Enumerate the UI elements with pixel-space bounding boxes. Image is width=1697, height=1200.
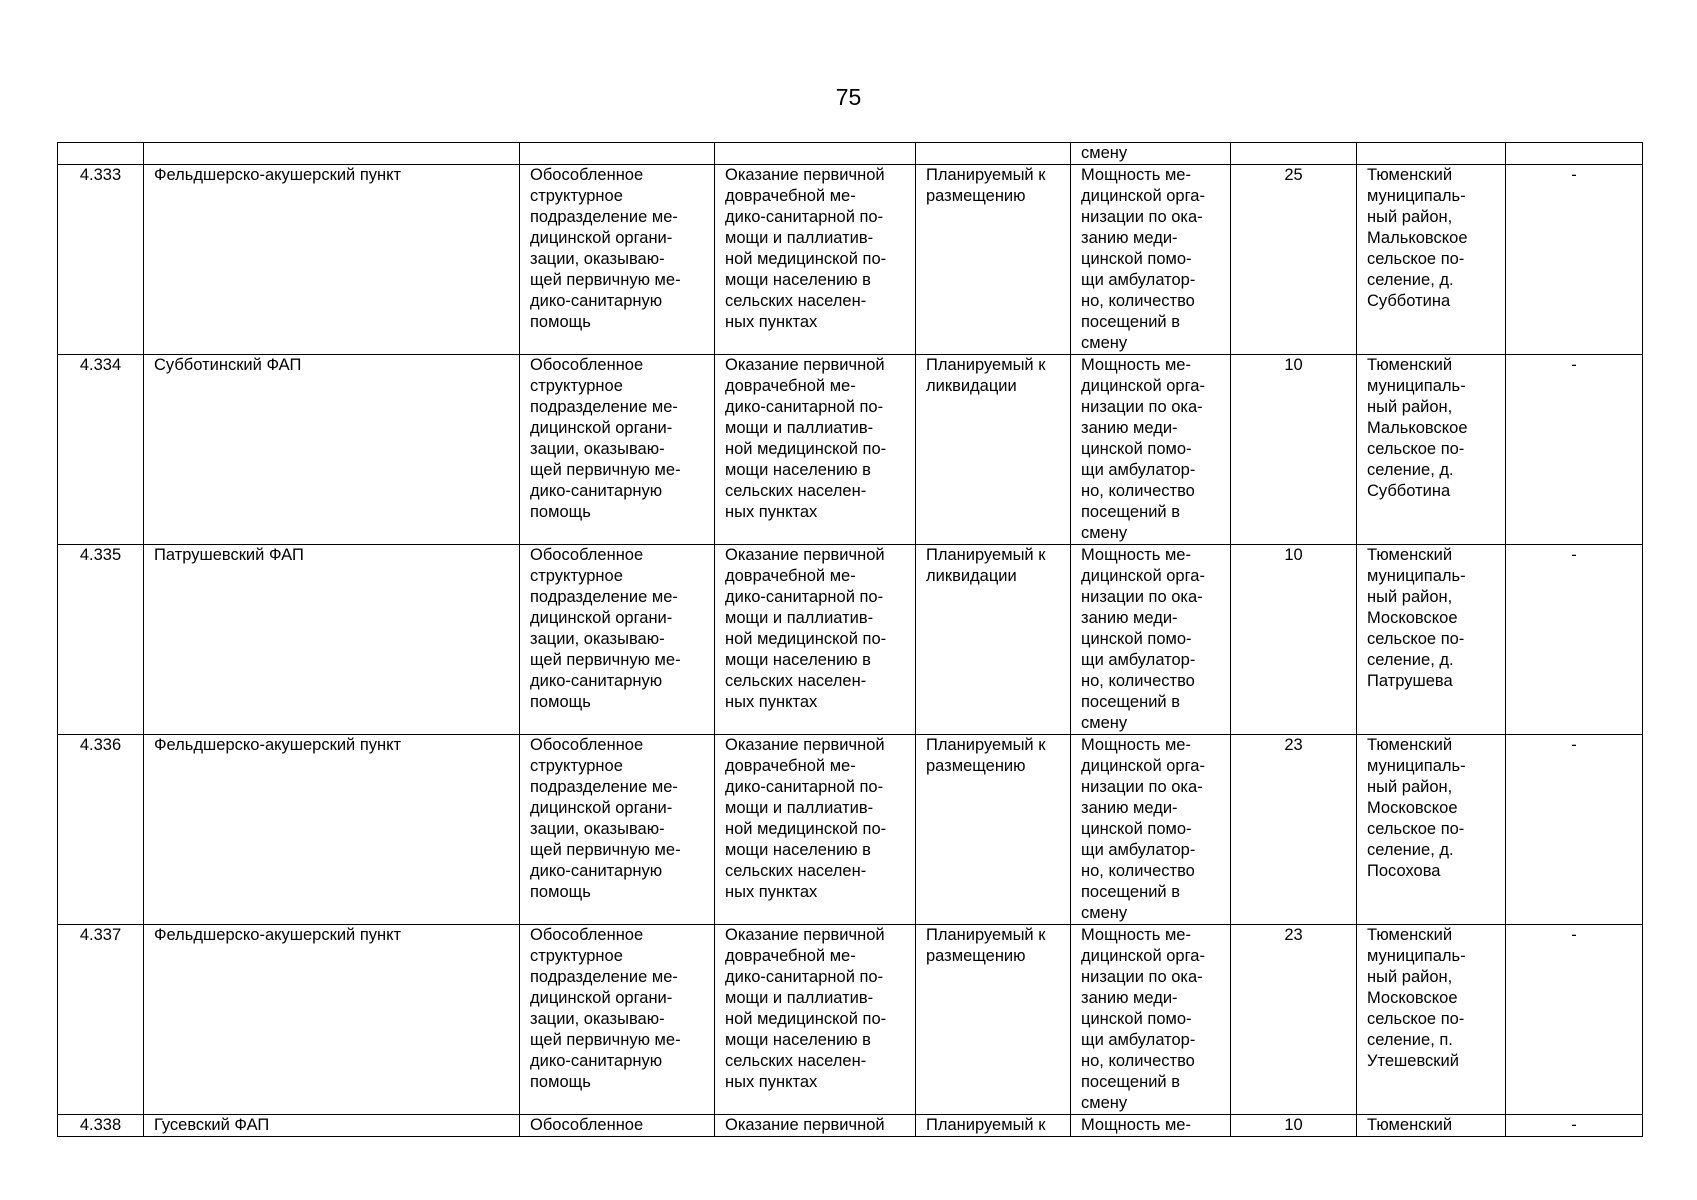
cell-empty bbox=[916, 143, 1071, 165]
cell-name: Субботинский ФАП bbox=[144, 355, 520, 545]
cell-type: Обособленное bbox=[520, 1115, 715, 1137]
cell-empty bbox=[520, 143, 715, 165]
cell-status: Планируемый к размещению bbox=[916, 735, 1071, 925]
cell-capacity-label: Мощность ме- дицинской орга- низации по ока- занию меди- цинской помо- щи амбулатор- но, количество посещений в смену bbox=[1071, 165, 1231, 355]
cell-capacity-label: Мощность ме- дицинской орга- низации по ока- занию меди- цинской помо- щи амбулатор- но, количество посещений в смену bbox=[1071, 545, 1231, 735]
cell-purpose: Оказание первичной доврачебной ме- дико-санитарной по- мощи и паллиатив- ной медицинской по- мощи населению в сельских населен- ных пунктах bbox=[715, 925, 916, 1115]
objects-table bbox=[57, 142, 1643, 1137]
cell-status: Планируемый к bbox=[916, 1115, 1071, 1137]
cell-purpose: Оказание первичной bbox=[715, 1115, 916, 1137]
cell-name: Патрушевский ФАП bbox=[144, 545, 520, 735]
cell-empty bbox=[144, 143, 520, 165]
cell-status: Планируемый к ликвидации bbox=[916, 545, 1071, 735]
cell-number: 4.334 bbox=[58, 355, 144, 545]
cell-extra: - bbox=[1506, 355, 1643, 545]
cell-status: Планируемый к размещению bbox=[916, 925, 1071, 1115]
cell-number: 4.335 bbox=[58, 545, 144, 735]
cell-name: Фельдшерско-акушерский пункт bbox=[144, 735, 520, 925]
cell-capacity-label: Мощность ме- дицинской орга- низации по ока- занию меди- цинской помо- щи амбулатор- но, количество посещений в смену bbox=[1071, 925, 1231, 1115]
page-number: 75 bbox=[835, 84, 862, 110]
table-row bbox=[58, 165, 1643, 355]
cell-type: Обособленное структурное подразделение ме- дицинской органи- зации, оказываю- щей первичную ме- дико-санитарную помощь bbox=[520, 545, 715, 735]
cell-capacity-label: Мощность ме- дицинской орга- низации по ока- занию меди- цинской помо- щи амбулатор- но, количество посещений в смену bbox=[1071, 735, 1231, 925]
cell-status: Планируемый к размещению bbox=[916, 165, 1071, 355]
cell-number: 4.333 bbox=[58, 165, 144, 355]
cell-capacity-label: Мощность ме- bbox=[1071, 1115, 1231, 1137]
table-row bbox=[58, 545, 1643, 735]
cell-location: Тюменский муниципаль- ный район, Мальковское сельское по- селение, д. Субботина bbox=[1357, 165, 1506, 355]
cell-purpose: Оказание первичной доврачебной ме- дико-санитарной по- мощи и паллиатив- ной медицинской по- мощи населению в сельских населен- ных пунктах bbox=[715, 355, 916, 545]
cell-type: Обособленное структурное подразделение ме- дицинской органи- зации, оказываю- щей первичную ме- дико-санитарную помощь bbox=[520, 355, 715, 545]
cell-location: Тюменский муниципаль- ный район, Московское сельское по- селение, д. Патрушева bbox=[1357, 545, 1506, 735]
cell-status: Планируемый к ликвидации bbox=[916, 355, 1071, 545]
table-row-continues bbox=[58, 1115, 1643, 1137]
cell-capacity-value: 23 bbox=[1231, 735, 1357, 925]
cell-capacity-value: 10 bbox=[1231, 545, 1357, 735]
cell-purpose: Оказание первичной доврачебной ме- дико-санитарной по- мощи и паллиатив- ной медицинской по- мощи населению в сельских населен- ных пунктах bbox=[715, 545, 916, 735]
cell-purpose: Оказание первичной доврачебной ме- дико-санитарной по- мощи и паллиатив- ной медицинской по- мощи населению в сельских населен- ных пунктах bbox=[715, 735, 916, 925]
cell-empty bbox=[1506, 143, 1643, 165]
cell-name: Фельдшерско-акушерский пункт bbox=[144, 925, 520, 1115]
cell-empty bbox=[58, 143, 144, 165]
table-row bbox=[58, 925, 1643, 1115]
cell-extra: - bbox=[1506, 545, 1643, 735]
cell-capacity-value: 25 bbox=[1231, 165, 1357, 355]
cell-type: Обособленное структурное подразделение ме- дицинской органи- зации, оказываю- щей первичную ме- дико-санитарную помощь bbox=[520, 165, 715, 355]
cell-number: 4.336 bbox=[58, 735, 144, 925]
cell-type: Обособленное структурное подразделение ме- дицинской органи- зации, оказываю- щей первичную ме- дико-санитарную помощь bbox=[520, 925, 715, 1115]
cell-capacity-value: 23 bbox=[1231, 925, 1357, 1115]
cell-empty bbox=[715, 143, 916, 165]
cell-extra: - bbox=[1506, 165, 1643, 355]
cell-name: Гусевский ФАП bbox=[144, 1115, 520, 1137]
cell-empty bbox=[1231, 143, 1357, 165]
cell-capacity-label: Мощность ме- дицинской орга- низации по ока- занию меди- цинской помо- щи амбулатор- но, количество посещений в смену bbox=[1071, 355, 1231, 545]
cell-extra: - bbox=[1506, 925, 1643, 1115]
cell-type: Обособленное структурное подразделение ме- дицинской органи- зации, оказываю- щей первичную ме- дико-санитарную помощь bbox=[520, 735, 715, 925]
cell-empty bbox=[1357, 143, 1506, 165]
cell-location: Тюменский муниципаль- ный район, Московское сельское по- селение, д. Посохова bbox=[1357, 735, 1506, 925]
cell-extra: - bbox=[1506, 735, 1643, 925]
cell-name: Фельдшерско-акушерский пункт bbox=[144, 165, 520, 355]
cell-location: Тюменский муниципаль- ный район, Мальковское сельское по- селение, д. Субботина bbox=[1357, 355, 1506, 545]
cell-number: 4.337 bbox=[58, 925, 144, 1115]
cell-capacity-value: 10 bbox=[1231, 1115, 1357, 1137]
cell-purpose: Оказание первичной доврачебной ме- дико-санитарной по- мощи и паллиатив- ной медицинской по- мощи населению в сельских населен- ных пунктах bbox=[715, 165, 916, 355]
table-row bbox=[58, 735, 1643, 925]
cell-extra: - bbox=[1506, 1115, 1643, 1137]
cell-capacity-label: смену bbox=[1071, 143, 1231, 165]
cell-capacity-value: 10 bbox=[1231, 355, 1357, 545]
table-row-continued bbox=[58, 143, 1643, 165]
table-row bbox=[58, 355, 1643, 545]
cell-number: 4.338 bbox=[58, 1115, 144, 1137]
cell-location: Тюменский bbox=[1357, 1115, 1506, 1137]
cell-location: Тюменский муниципаль- ный район, Московское сельское по- селение, п. Утешевский bbox=[1357, 925, 1506, 1115]
